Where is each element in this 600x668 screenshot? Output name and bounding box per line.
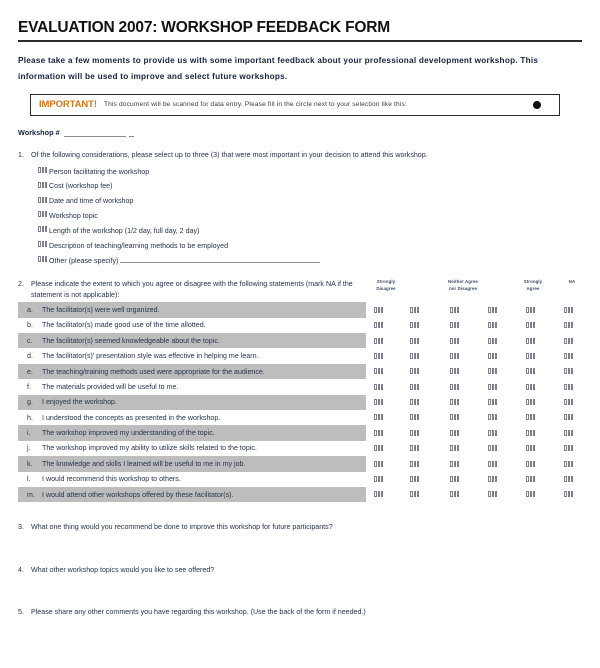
radio-circle-icon[interactable] — [450, 445, 461, 452]
radio-circle-icon[interactable] — [410, 368, 421, 375]
table-row — [18, 441, 582, 456]
radio-circle-icon[interactable] — [526, 491, 537, 498]
radio-circle-icon[interactable] — [526, 476, 537, 483]
radio-circle-icon[interactable] — [564, 414, 575, 421]
likert-row-statement: The teaching/training methods used were appropriate for the audience. — [42, 367, 265, 376]
important-notice-box — [30, 94, 560, 116]
checkbox-icon[interactable] — [38, 211, 49, 218]
question-4-number: 4. — [18, 565, 24, 574]
likert-row-options — [366, 441, 582, 456]
likert-row-letter: b. — [27, 321, 33, 330]
radio-circle-icon[interactable] — [450, 461, 461, 468]
likert-row-label — [18, 425, 366, 440]
question-2 — [18, 279, 582, 502]
radio-circle-icon[interactable] — [526, 384, 537, 391]
radio-circle-icon[interactable] — [526, 368, 537, 375]
radio-circle-icon[interactable] — [488, 414, 499, 421]
checkbox-icon[interactable] — [38, 256, 49, 263]
radio-circle-icon[interactable] — [488, 430, 499, 437]
question-5-number: 5. — [18, 607, 24, 616]
radio-circle-icon[interactable] — [526, 414, 537, 421]
scale-header-neither: Neither Agree nor Disagree — [448, 278, 478, 291]
question-1-number: 1. — [18, 150, 24, 159]
likert-table — [18, 302, 582, 502]
radio-circle-icon[interactable] — [526, 461, 537, 468]
radio-circle-icon[interactable] — [410, 414, 421, 421]
likert-row-options — [366, 364, 582, 379]
likert-row-options — [366, 302, 582, 317]
question-2-header — [18, 279, 582, 300]
checkbox-icon[interactable] — [38, 167, 49, 174]
question-4-text: What other workshop topics would you like to see offered? — [31, 565, 215, 574]
radio-circle-icon[interactable] — [564, 322, 575, 329]
radio-circle-icon[interactable] — [410, 353, 421, 360]
likert-row-label — [18, 333, 366, 348]
question-4-answer-space[interactable] — [18, 575, 582, 607]
radio-circle-icon[interactable] — [488, 307, 499, 314]
radio-circle-icon[interactable] — [526, 338, 537, 345]
question-1-option[interactable] — [38, 238, 582, 253]
radio-circle-icon[interactable] — [450, 307, 461, 314]
table-row — [18, 472, 582, 487]
likert-row-options — [366, 410, 582, 425]
radio-circle-icon[interactable] — [450, 491, 461, 498]
likert-row-label — [18, 441, 366, 456]
scale-header-strongly-agree: Strongly Agree — [523, 278, 543, 291]
question-2-number: 2. — [18, 279, 24, 288]
radio-circle-icon[interactable] — [410, 384, 421, 391]
likert-row-letter: a. — [27, 305, 33, 314]
likert-row-options — [366, 379, 582, 394]
likert-row-label — [18, 487, 366, 502]
option-label: Cost (workshop fee) — [49, 182, 113, 191]
title-divider — [18, 40, 582, 42]
radio-circle-icon[interactable] — [374, 307, 385, 314]
likert-row-letter: f. — [27, 382, 31, 391]
radio-circle-icon[interactable] — [374, 353, 385, 360]
radio-circle-icon[interactable] — [450, 353, 461, 360]
question-4 — [18, 565, 582, 575]
likert-row-label — [18, 379, 366, 394]
intro-paragraph: Please take a few moments to provide us with some important feedback about your professional development workshop. This information will be used to improve and select future workshops. — [18, 56, 539, 81]
radio-circle-icon[interactable] — [450, 368, 461, 375]
checkbox-icon[interactable] — [38, 226, 49, 233]
radio-circle-icon[interactable] — [450, 384, 461, 391]
question-5-text: Please share any other comments you have regarding this workshop. (Use the back of the form if needed.) — [31, 607, 366, 616]
likert-row-statement: The facilitator(s) seemed knowledgeable about the topic. — [42, 336, 220, 345]
radio-circle-icon[interactable] — [488, 491, 499, 498]
radio-circle-icon[interactable] — [450, 399, 461, 406]
radio-circle-icon[interactable] — [488, 476, 499, 483]
table-row — [18, 425, 582, 440]
radio-circle-icon[interactable] — [564, 399, 575, 406]
likert-row-label — [18, 302, 366, 317]
question-1-text: Of the following considerations, please select up to three (3) that were most important in your decision to attend this workshop. — [31, 150, 428, 159]
radio-circle-icon[interactable] — [374, 399, 385, 406]
question-1-option[interactable] — [38, 194, 582, 209]
scale-header-na: NA — [568, 278, 576, 284]
radio-circle-icon[interactable] — [564, 353, 575, 360]
radio-circle-icon[interactable] — [526, 322, 537, 329]
radio-circle-icon[interactable] — [410, 307, 421, 314]
likert-row-options — [366, 318, 582, 333]
radio-circle-icon[interactable] — [374, 461, 385, 468]
likert-row-letter: k. — [27, 459, 33, 468]
checkbox-icon[interactable] — [38, 241, 49, 248]
likert-row-statement: The knowledge and skills I learned will be useful to me in my job. — [42, 459, 246, 468]
radio-circle-icon[interactable] — [564, 430, 575, 437]
radio-circle-icon[interactable] — [450, 476, 461, 483]
table-row — [18, 348, 582, 363]
table-row — [18, 333, 582, 348]
workshop-number-input[interactable] — [64, 129, 126, 137]
radio-circle-icon[interactable] — [410, 445, 421, 452]
radio-circle-icon[interactable] — [564, 384, 575, 391]
radio-circle-icon[interactable] — [410, 491, 421, 498]
likert-row-label — [18, 410, 366, 425]
workshop-number-label: Workshop # — [18, 127, 60, 137]
likert-row-statement: I would recommend this workshop to others. — [42, 475, 181, 484]
likert-row-letter: l. — [27, 475, 31, 484]
likert-row-letter: j. — [27, 444, 31, 453]
radio-circle-icon[interactable] — [488, 338, 499, 345]
radio-circle-icon[interactable] — [488, 322, 499, 329]
question-2-text: Please indicate the extent to which you agree or disagree with the following statements (mark NA if the statement is not applicable): — [31, 279, 353, 299]
option-label: Description of teaching/learning methods to be employed — [49, 241, 229, 250]
option-label: Person facilitating the workshop — [49, 167, 150, 176]
radio-circle-icon[interactable] — [410, 322, 421, 329]
radio-circle-icon[interactable] — [450, 338, 461, 345]
likert-row-label — [18, 348, 366, 363]
filled-circle-icon — [533, 101, 541, 109]
likert-row-letter: c. — [27, 336, 33, 345]
question-1-option[interactable] — [38, 208, 582, 223]
question-3-number: 3. — [18, 523, 24, 532]
important-instruction-text: This document will be scanned for data entry. Please fill in the circle next to your selection like this: — [103, 101, 407, 109]
likert-row-statement: I would attend other workshops offered by these facilitator(s). — [42, 490, 234, 499]
likert-row-statement: The facilitator(s) were well organized. — [42, 305, 160, 314]
table-row — [18, 487, 582, 502]
likert-row-statement: The workshop improved my ability to utilize skills related to the topic. — [42, 444, 257, 453]
question-1-option-other[interactable] — [38, 253, 582, 268]
likert-row-statement: I understood the concepts as presented in the workshop. — [42, 413, 221, 422]
likert-row-letter: h. — [27, 413, 33, 422]
radio-circle-icon[interactable] — [410, 461, 421, 468]
likert-row-statement: The materials provided will be useful to me. — [42, 382, 179, 391]
question-3-text: What one thing would you recommend be done to improve this workshop for future participants? — [31, 523, 333, 532]
radio-circle-icon[interactable] — [410, 430, 421, 437]
radio-circle-icon[interactable] — [526, 307, 537, 314]
table-row — [18, 379, 582, 394]
scale-header-strongly-disagree: Strongly Disagree — [376, 278, 396, 291]
radio-circle-icon[interactable] — [410, 338, 421, 345]
likert-row-letter: g. — [27, 398, 33, 407]
likert-row-letter: d. — [27, 352, 33, 361]
likert-row-statement: The workshop improved my understanding of the topic. — [42, 429, 215, 438]
likert-row-options — [366, 425, 582, 440]
likert-row-options — [366, 487, 582, 502]
radio-circle-icon[interactable] — [374, 368, 385, 375]
radio-circle-icon[interactable] — [374, 491, 385, 498]
option-label: Length of the workshop (1/2 day, full day, 2 day) — [49, 226, 200, 235]
important-label: IMPORTANT! — [39, 99, 97, 111]
question-2-prompt — [18, 279, 366, 300]
radio-circle-icon[interactable] — [488, 461, 499, 468]
radio-circle-icon[interactable] — [374, 338, 385, 345]
likert-row-options — [366, 333, 582, 348]
feedback-form-page — [0, 18, 600, 668]
question-1-option[interactable] — [38, 179, 582, 194]
option-label: Workshop topic — [49, 211, 98, 220]
table-row — [18, 364, 582, 379]
radio-circle-icon[interactable] — [410, 476, 421, 483]
radio-circle-icon[interactable] — [374, 384, 385, 391]
radio-circle-icon[interactable] — [564, 368, 575, 375]
workshop-number-field[interactable] — [18, 128, 582, 137]
radio-circle-icon[interactable] — [526, 399, 537, 406]
radio-circle-icon[interactable] — [374, 322, 385, 329]
likert-row-label — [18, 472, 366, 487]
likert-row-statement: The facilitator(s) made good use of the time allotted. — [42, 321, 206, 330]
radio-circle-icon[interactable] — [564, 307, 575, 314]
radio-circle-icon[interactable] — [488, 445, 499, 452]
likert-row-letter: m. — [27, 490, 35, 499]
table-row — [18, 456, 582, 471]
likert-row-label — [18, 364, 366, 379]
likert-row-label — [18, 456, 366, 471]
question-3-answer-space[interactable] — [18, 533, 582, 565]
option-label: Other (please specify) — [49, 256, 119, 265]
table-row — [18, 318, 582, 333]
radio-circle-icon[interactable] — [526, 430, 537, 437]
checkbox-icon[interactable] — [38, 197, 49, 204]
likert-row-label — [18, 318, 366, 333]
question-3 — [18, 522, 582, 532]
likert-scale-headers — [366, 279, 582, 297]
radio-circle-icon[interactable] — [450, 322, 461, 329]
likert-row-label — [18, 395, 366, 410]
open-response-questions — [18, 522, 582, 617]
radio-circle-icon[interactable] — [564, 445, 575, 452]
radio-circle-icon[interactable] — [488, 384, 499, 391]
question-1-option[interactable] — [38, 223, 582, 238]
likert-row-options — [366, 348, 582, 363]
radio-circle-icon[interactable] — [564, 461, 575, 468]
likert-row-statement: I enjoyed the workshop. — [42, 398, 117, 407]
option-label: Date and time of workshop — [49, 197, 134, 206]
radio-circle-icon[interactable] — [488, 353, 499, 360]
likert-row-options — [366, 395, 582, 410]
radio-circle-icon[interactable] — [410, 399, 421, 406]
radio-circle-icon[interactable] — [526, 445, 537, 452]
radio-circle-icon[interactable] — [450, 414, 461, 421]
table-row — [18, 302, 582, 317]
question-1 — [18, 150, 582, 160]
likert-row-letter: e. — [27, 367, 33, 376]
radio-circle-icon[interactable] — [374, 445, 385, 452]
table-row — [18, 410, 582, 425]
workshop-number-input-tail — [129, 129, 134, 137]
page-title: EVALUATION 2007: WORKSHOP FEEDBACK FORM — [18, 19, 390, 36]
radio-circle-icon[interactable] — [488, 368, 499, 375]
checkbox-icon[interactable] — [38, 182, 49, 189]
question-1-options — [18, 164, 582, 268]
likert-row-options — [366, 456, 582, 471]
radio-circle-icon[interactable] — [526, 353, 537, 360]
radio-circle-icon[interactable] — [488, 399, 499, 406]
likert-row-statement: The facilitator(s)' presentation style was effective in helping me learn. — [42, 352, 259, 361]
radio-circle-icon[interactable] — [564, 338, 575, 345]
question-1-option[interactable] — [38, 164, 582, 179]
radio-circle-icon[interactable] — [450, 430, 461, 437]
likert-row-options — [366, 472, 582, 487]
radio-circle-icon[interactable] — [564, 476, 575, 483]
likert-row-letter: i. — [27, 429, 31, 438]
radio-circle-icon[interactable] — [564, 491, 575, 498]
radio-circle-icon[interactable] — [374, 430, 385, 437]
radio-circle-icon[interactable] — [374, 414, 385, 421]
question-5 — [18, 607, 582, 617]
table-row — [18, 395, 582, 410]
radio-circle-icon[interactable] — [374, 476, 385, 483]
other-specify-input[interactable] — [120, 256, 320, 263]
